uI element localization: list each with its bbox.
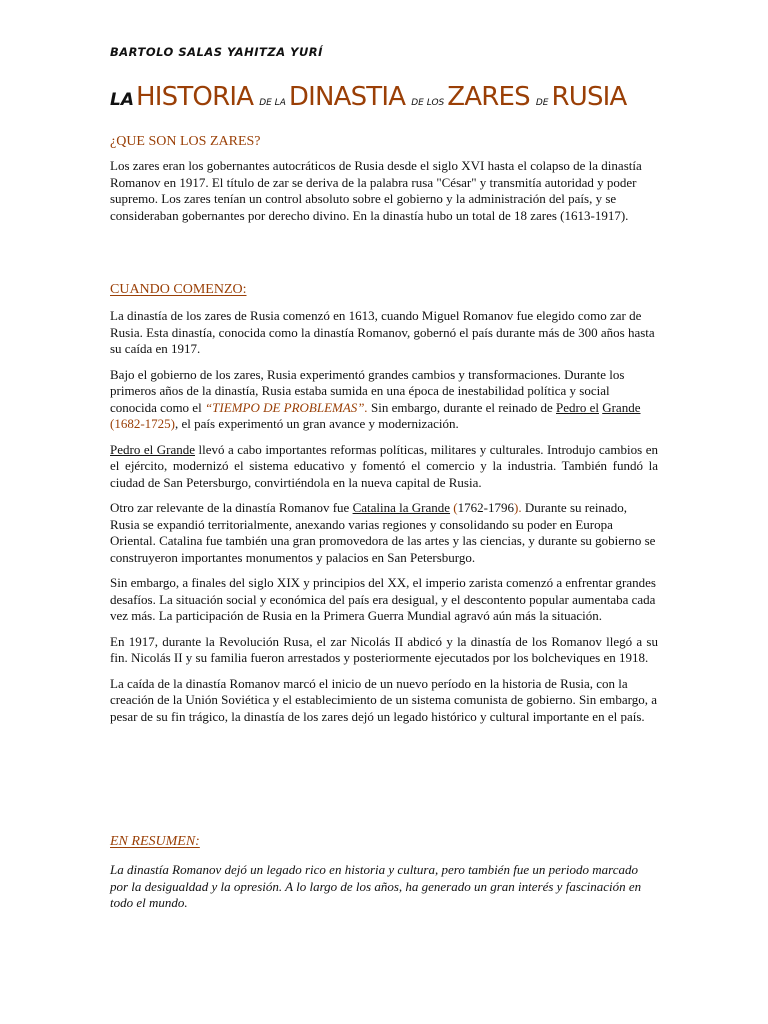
years-pedro: (1682-1725): [110, 416, 175, 431]
paragraph: Pedro el Grande llevó a cabo importantes reformas políticas, militares y culturales. Introdujo cambios en el ejército, modernizó el sistema educativo y fomentó el comercio y la industria. También fundó la ciudad de San Petersburgo, convirtiéndola en la nueva capital de Rusia.: [110, 441, 658, 490]
paragraph: Bajo el gobierno de los zares, Rusia experimentó grandes cambios y transformaciones. Durante los primeros años de la dinastía, Rusia estaba sumida en una época de inestabilidad política y social conocida como el “TIEMPO DE PROBLEMAS”. Sin embargo, durante el reinado de Pedro el Grande (1682-1725), el país experimentó un gran avance y modernización.: [110, 366, 641, 431]
paragraph: La dinastía de los zares de Rusia comenzó en 1613, cuando Miguel Romanov fue elegido como zar de Rusia. Esta dinastía, conocida como la dinastía Romanov, gobernó el país durante más de 300 años hasta su caída en 1917.: [110, 308, 655, 356]
author-name: BARTOLO SALAS YAHITZA YURÍ: [110, 45, 323, 59]
link-pedro-el-grande[interactable]: Pedro el Grande: [110, 441, 195, 457]
section-heading: EN RESUMEN:: [110, 834, 200, 849]
quote-tiempo-de-problemas: “TIEMPO DE PROBLEMAS”.: [204, 399, 368, 415]
link-catalina-la-grande[interactable]: Catalina la Grande: [352, 500, 451, 515]
section-que-son: [110, 134, 658, 224]
section-heading: ¿QUE SON LOS ZARES?: [110, 134, 261, 149]
paragraph: Otro zar relevante de la dinastía Romanov fue Catalina la Grande (1762-1796). Durante su reinado, Rusia se expandió territorialmente, anexando varias regiones y consolidando su poder en Europa Oriental. Catalina fue también una gran promovedora de las artes y las ciencias, y durante su gobierno se construyeron importantes monumentos y palacios en San Petersburgo.: [110, 500, 656, 565]
link-grande[interactable]: Grande: [602, 399, 641, 415]
document-title: [110, 82, 627, 112]
paragraph: La dinastía Romanov dejó un legado rico en historia y cultura, pero también fue un periodo marcado por la desigualdad y la opresión. A lo largo de los años, ha generado un gran interés y fascinación en todo el mundo.: [110, 862, 642, 910]
title-rusia: RUSIA: [551, 82, 627, 112]
section-en-resumen: [110, 834, 658, 912]
title-dinastia: DINASTIA: [288, 82, 406, 112]
paragraph: La caída de la dinastía Romanov marcó el inicio de un nuevo período en la historia de Rusia, con la creación de la Unión Soviética y el establecimiento de un sistema comunista de gobierno. Sin embargo, a pesar de su fin trágico, la dinastía de los zares dejó un legado histórico y cultural importante en el país.: [110, 675, 658, 724]
paragraph: Sin embargo, a finales del siglo XIX y principios del XX, el imperio zarista comenzó a enfrentar grandes desafíos. La situación social y económica del país era desigual, y el descontento popular aumentaba cada vez más. La participación de Rusia en la Primera Guerra Mundial agravó aún más la situación.: [110, 575, 656, 623]
title-de-la: DE LA: [259, 98, 286, 108]
section-heading: CUANDO COMENZO:: [110, 282, 247, 297]
title-zares: ZARES: [447, 82, 530, 112]
paragraph: En 1917, durante la Revolución Rusa, el zar Nicolás II abdicó y la dinastía de los Romanov llegó a su fin. Nicolás II y su familia fueron arrestados y posteriormente ejecutados por los bolcheviques en 1918.: [110, 633, 658, 665]
title-de-los: DE LOS: [411, 98, 445, 108]
paragraph: Los zares eran los gobernantes autocráticos de Rusia desde el siglo XVI hasta el colapso de la dinastía Romanov en 1917. El título de zar se deriva de la palabra rusa "César" y transmitía autoridad y poder supremo. Los zares tenían un control absoluto sobre el gobierno y la administración del país, y se consideraban gobernantes por derecho divino. En la dinastía hubo un total de 18 zares (1613-1917).: [110, 158, 642, 223]
title-historia: HISTORIA: [136, 82, 254, 112]
title-la: LA: [110, 90, 134, 110]
section-cuando-comenzo: [110, 282, 658, 725]
link-pedro-el[interactable]: Pedro el: [556, 399, 599, 415]
years-catalina: 1762-1796: [457, 500, 514, 515]
title-de: DE: [535, 98, 549, 108]
